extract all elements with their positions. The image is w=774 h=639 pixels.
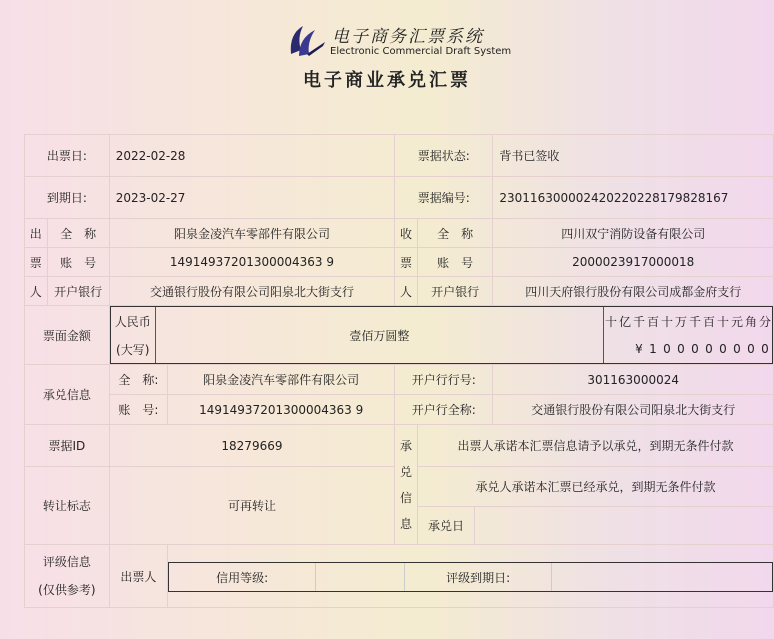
issue-date-value: 2022-02-28 [109, 135, 395, 177]
acceptance-side-char: 承 [400, 438, 413, 453]
bill-number-value: 230116300002420220228179828167 [493, 177, 774, 219]
draft-table [24, 134, 774, 608]
acceptance-date-label: 承兑日 [417, 507, 474, 545]
amount-digit-column [702, 307, 716, 363]
amount-unit: 千 [632, 314, 645, 329]
payee-side-char: 人 [395, 277, 418, 306]
drawer-bank-label: 开户银行 [47, 277, 109, 306]
acceptor-account-label: 账 号: [109, 395, 167, 425]
amount-digit-column [646, 307, 660, 363]
payee-bank: 四川天府银行股份有限公司成都金府支行 [493, 277, 774, 306]
due-date-label: 到期日: [25, 177, 110, 219]
payee-name-label: 全 称 [417, 219, 492, 248]
drawer-side-char: 票 [25, 248, 48, 277]
rating-expiry-value [552, 563, 772, 591]
acceptor-name: 阳泉金凌汽车零部件有限公司 [168, 365, 395, 395]
brand-name-en: Electronic Commercial Draft System [330, 46, 512, 57]
amount-digit: 0 [747, 342, 755, 356]
amount-unit: 百 [702, 314, 715, 329]
bill-number-label: 票据编号: [395, 177, 493, 219]
due-date-value: 2023-02-27 [109, 177, 395, 219]
bill-id-label: 票据ID [25, 425, 110, 467]
payee-side-char: 票 [395, 248, 418, 277]
bill-id-value: 18279669 [109, 425, 395, 467]
drawer-account-label: 账 号 [47, 248, 109, 277]
credit-level-label: 信用等级: [169, 563, 316, 591]
acceptance-side-char: 息 [400, 516, 413, 531]
amount-digit-column [730, 307, 744, 363]
amount-digit-column [758, 307, 772, 363]
rating-label: 评级信息 [42, 555, 91, 569]
amount-currency: 人民币 [114, 314, 151, 329]
amount-unit: 十 [716, 314, 729, 329]
amount-digit-column [632, 307, 646, 363]
amount-label: 票面金额 [25, 306, 110, 365]
transfer-label: 转让标志 [25, 467, 110, 545]
acceptor-name-label: 全 称: [109, 365, 167, 395]
drawer-bank: 交通银行股份有限公司阳泉北大街支行 [109, 277, 395, 306]
acceptor-bank-no-label: 开户行行号: [395, 365, 493, 395]
acceptor-bank-no: 301163000024 [493, 365, 774, 395]
amount-unit: 千 [688, 314, 701, 329]
acceptor-promise: 承兑人承诺本汇票已经承兑，到期无条件付款 [417, 467, 773, 507]
status-label: 票据状态: [395, 135, 493, 177]
amount-digit: 0 [691, 342, 699, 356]
acceptor-bank-name: 交通银行股份有限公司阳泉北大街支行 [493, 395, 774, 425]
amount-digit-column [618, 307, 632, 363]
rating-party: 出票人 [109, 545, 167, 608]
rating-expiry-label: 评级到期日: [405, 563, 552, 591]
amount-digit-column [744, 307, 758, 363]
amount-digit: 0 [677, 342, 685, 356]
brand-name-cn: 电子商务汇票系统 [332, 27, 484, 47]
amount-digit: 0 [733, 342, 741, 356]
amount-unit: 十 [660, 314, 673, 329]
acceptance-side-char: 兑 [400, 464, 413, 479]
drawer-name: 阳泉金凌汽车零部件有限公司 [109, 219, 395, 248]
amount-unit: 十 [604, 314, 617, 329]
payee-name: 四川双宁消防设备有限公司 [493, 219, 774, 248]
status-value: 背书已签收 [493, 135, 774, 177]
amount-currency-note: (大写) [116, 342, 150, 357]
rating-label-note: (仅供参考) [38, 583, 96, 597]
payee-side-char: 收 [395, 219, 418, 248]
amount-unit: 百 [646, 314, 659, 329]
amount-digit: 0 [719, 342, 727, 356]
acceptor-account: 14914937201300004363 9 [168, 395, 395, 425]
amount-unit: 亿 [618, 314, 631, 329]
amount-box [110, 306, 773, 364]
drawer-name-label: 全 称 [47, 219, 109, 248]
acceptor-label: 承兑信息 [25, 365, 110, 425]
amount-digit-grid [603, 307, 772, 363]
amount-digit [604, 335, 618, 363]
amount-digit [618, 335, 632, 363]
payee-account: 2000023917000018 [493, 248, 774, 277]
acceptance-side-char: 信 [400, 490, 413, 505]
amount-digit-column [716, 307, 730, 363]
drawer-promise: 出票人承诺本汇票信息请予以承兑，到期无条件付款 [417, 425, 773, 467]
brand-logo-icon [285, 20, 329, 60]
amount-unit: 分 [758, 314, 771, 329]
amount-digit-column [674, 307, 688, 363]
amount-digit-column [688, 307, 702, 363]
amount-in-words: 壹佰万圆整 [349, 328, 410, 343]
issue-date-label: 出票日: [25, 135, 110, 177]
amount-digit-column [660, 307, 674, 363]
acceptance-date-value [475, 507, 774, 545]
amount-digit: ¥ [635, 342, 643, 356]
amount-unit: 元 [730, 314, 743, 329]
transfer-value: 可再转让 [109, 467, 395, 545]
payee-bank-label: 开户银行 [417, 277, 492, 306]
amount-unit: 角 [744, 314, 757, 329]
header [0, 0, 774, 130]
rating-box [168, 562, 773, 592]
amount-digit: 0 [761, 342, 769, 356]
amount-digit-column [604, 307, 618, 363]
amount-unit: 万 [674, 314, 687, 329]
amount-digit: 1 [649, 342, 657, 356]
amount-digit: 0 [663, 342, 671, 356]
drawer-side-char: 出 [25, 219, 48, 248]
drawer-account: 14914937201300004363 9 [109, 248, 395, 277]
acceptor-bank-name-label: 开户行全称: [395, 395, 493, 425]
page-title: 电子商业承兑汇票 [303, 70, 471, 91]
credit-level-value [316, 563, 405, 591]
amount-digit: 0 [705, 342, 713, 356]
payee-account-label: 账 号 [417, 248, 492, 277]
drawer-side-char: 人 [25, 277, 48, 306]
